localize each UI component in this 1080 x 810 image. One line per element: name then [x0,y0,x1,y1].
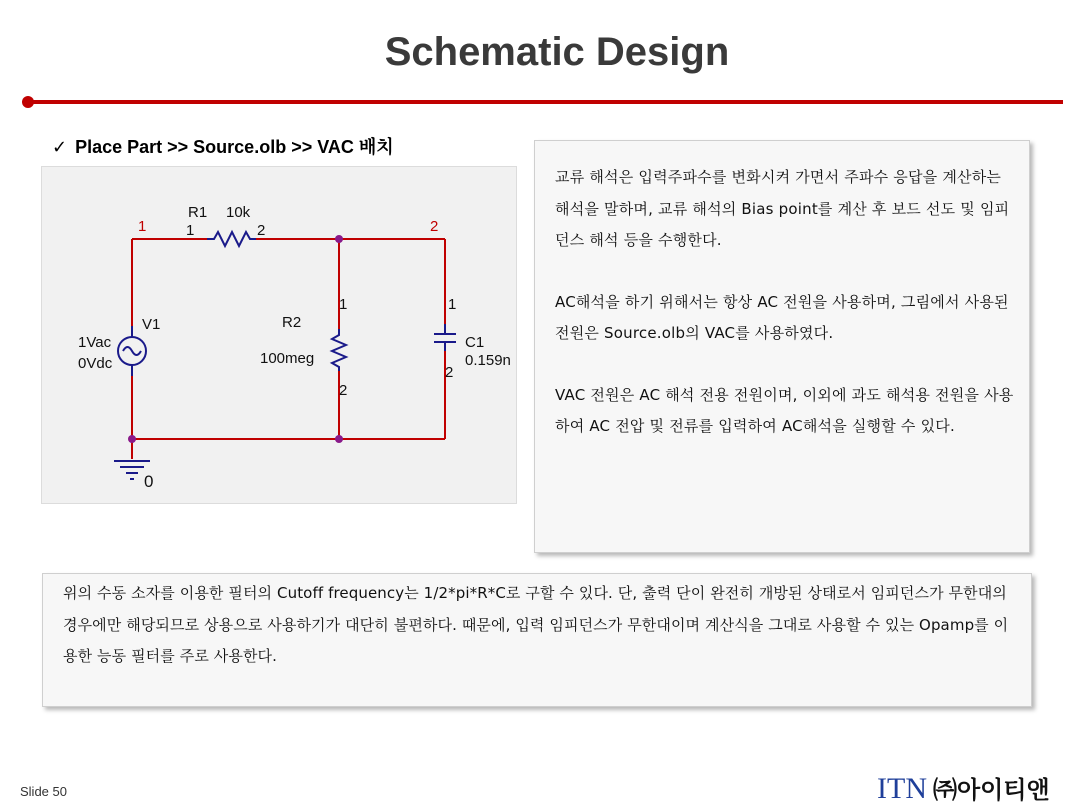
logo-korean: ㈜아이티앤 [932,776,1050,804]
node-label-1: 1 [138,218,147,235]
v1-ac: 1Vac [78,334,112,351]
note-paragraph: AC해석을 하기 위해서는 항상 AC 전원을 사용하며, 그림에서 사용된 전원은 Source.olb의 VAC를 사용하였다. [555,292,1009,342]
r2-resistor [332,329,346,371]
explanation-note [534,140,1030,553]
wires [132,239,445,459]
r1-pin2: 2 [257,222,266,239]
bullet-item [52,133,394,159]
cutoff-note [42,573,1032,707]
c1-pin1: 1 [448,296,457,313]
bullet-text: Place Part >> Source.olb >> VAC 배치 [75,137,394,157]
v1-name: V1 [142,316,161,333]
v1-source-icon [118,326,146,376]
slide-number: Slide 50 [20,784,67,799]
r2-name: R2 [282,314,302,331]
note-paragraph: 교류 해석은 입력주파수를 변화시켜 가면서 주파수 응답을 계산하는 해석을 말하며, 교류 해석의 Bias point를 계산 후 보드 선도 및 임피던스 해석 등을 수행한다. [555,168,1010,249]
company-logo [877,770,1050,806]
c1-capacitor [434,324,456,351]
c1-pin2: 2 [445,364,454,381]
schematic-diagram [42,167,516,503]
r2-pin2: 2 [339,382,348,399]
node-label-2: 2 [430,218,439,235]
r1-name: R1 [188,204,208,221]
r1-pin1: 1 [186,222,195,239]
note-paragraph: 위의 수동 소자를 이용한 필터의 Cutoff frequency는 1/2*pi*R*C로 구할 수 있다. 단, 출력 단이 완전히 개방된 상태로서 임피던스가 무한대의 경우에만 해당되므로 상용으로 사용하기가 대단히 불편하다. 때문에, 입력 임피던스가 무한대이며 계산식을 그대로 사용할 수 있는 Opamp를 이용한 능동 필터를 주로 사용한다. [63,584,1009,665]
ground-label: 0 [144,472,154,491]
c1-name: C1 [465,334,485,351]
r2-pin1: 1 [339,296,348,313]
c1-value: 0.159n [465,352,511,369]
r2-value: 100meg [260,350,315,367]
title-rule [28,100,1063,104]
r1-value: 10k [226,204,251,221]
junction-dots [128,235,343,443]
logo-itn: ITN [877,772,927,805]
page-title: Schematic Design [384,30,730,74]
schematic-panel [41,166,517,504]
note-paragraph: VAC 전원은 AC 해석 전용 전원이며, 이외에 과도 해석용 전원을 사용 하여 AC 전압 및 전류를 입력하여 AC해석을 실행할 수 있다. [555,385,1014,435]
checkmark-icon: ✓ [52,137,68,157]
r1-resistor [207,232,256,246]
v1-dc: 0Vdc [78,355,113,372]
